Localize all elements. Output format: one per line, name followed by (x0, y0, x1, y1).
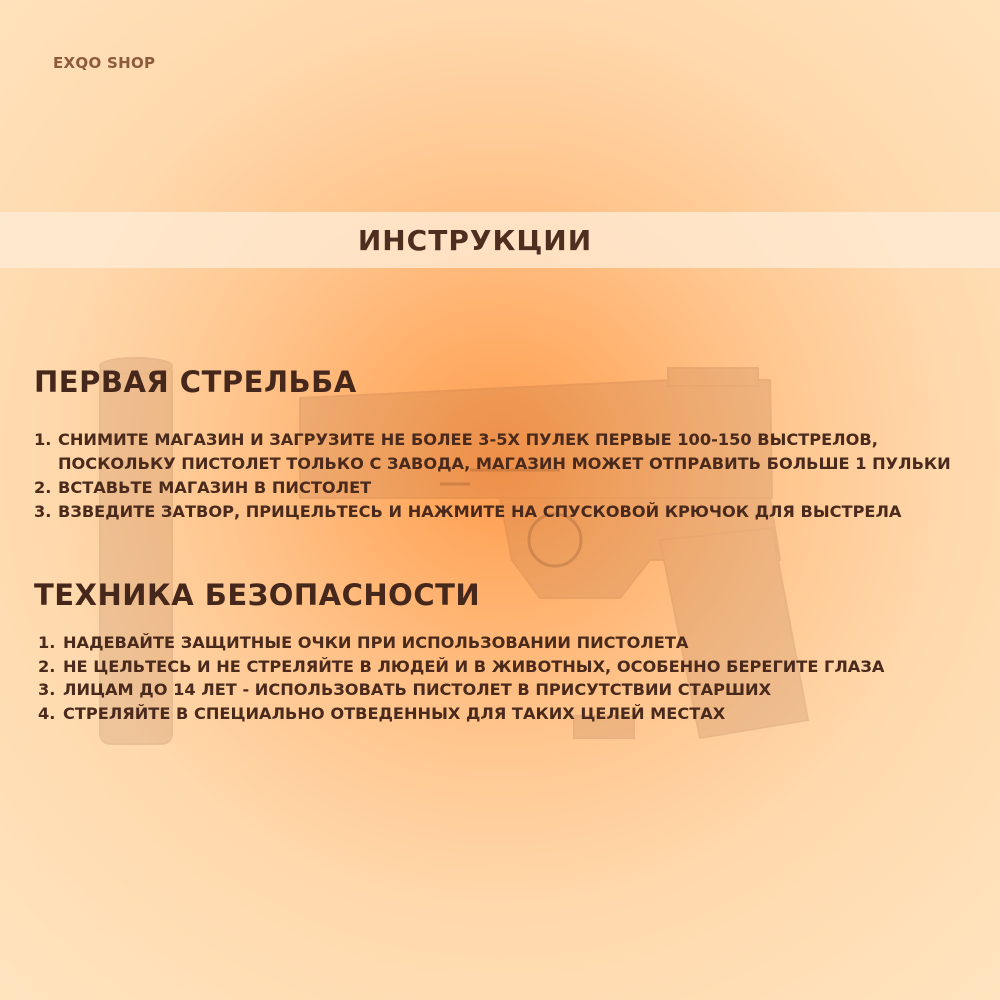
page-title: ИНСТРУКЦИИ (357, 223, 593, 257)
list-item (38, 702, 958, 726)
list-item (38, 631, 958, 655)
list-item (38, 678, 958, 702)
list-item-number: 1. (34, 430, 52, 449)
first-shot-list (34, 428, 984, 524)
title-banner (0, 212, 1000, 268)
list-item (38, 655, 958, 679)
list-item (34, 476, 984, 500)
list-item-text: НЕ ЦЕЛЬТЕСЬ И НЕ СТРЕЛЯЙТЕ В ЛЮДЕЙ И В ЖИВОТНЫХ, ОСОБЕННО БЕРЕГИТЕ ГЛАЗА (63, 656, 885, 676)
list-item-number: 3. (34, 502, 52, 521)
safety-list (38, 631, 958, 725)
list-item-text: ЛИЦАМ ДО 14 ЛЕТ - ИСПОЛЬЗОВАТЬ ПИСТОЛЕТ В ПРИСУТСТВИИ СТАРШИХ (63, 680, 772, 699)
brand-logo: EXQO SHOP (53, 54, 156, 72)
section-title-safety: ТЕХНИКА БЕЗОПАСНОСТИ (34, 578, 481, 612)
list-item-text: ВЗВЕДИТЕ ЗАТВОР, ПРИЦЕЛЬТЕСЬ И НАЖМИТЕ НА СПУСКОВОЙ КРЮЧОК ДЛЯ ВЫСТРЕЛА (58, 502, 902, 521)
list-item-number: 2. (34, 478, 52, 497)
list-item-number: 4. (38, 703, 56, 723)
list-item-number: 3. (38, 680, 56, 699)
list-item-text: НАДЕВАЙТЕ ЗАЩИТНЫЕ ОЧКИ ПРИ ИСПОЛЬЗОВАНИИ ПИСТОЛЕТА (63, 633, 689, 652)
list-item (34, 500, 984, 524)
list-item-number: 1. (38, 633, 56, 652)
list-item-text: ВСТАВЬТЕ МАГАЗИН В ПИСТОЛЕТ (58, 478, 372, 497)
section-title-first-shot: ПЕРВАЯ СТРЕЛЬБА (34, 365, 357, 399)
list-item (34, 428, 984, 476)
list-item-text: СТРЕЛЯЙТЕ В СПЕЦИАЛЬНО ОТВЕДЕННЫХ ДЛЯ ТАКИХ ЦЕЛЕЙ МЕСТАХ (63, 703, 726, 723)
list-item-number: 2. (38, 656, 56, 676)
list-item-text: СНИМИТЕ МАГАЗИН И ЗАГРУЗИТЕ НЕ БОЛЕЕ 3-5Х ПУЛЕК ПЕРВЫЕ 100-150 ВЫСТРЕЛОВ, ПОСКОЛЬКУ ПИСТОЛЕТ ТОЛЬКО С ЗАВОДА, МАГАЗИН МОЖЕТ ОТПРАВИТЬ БОЛЬШЕ 1 ПУЛЬКИ (58, 430, 951, 473)
